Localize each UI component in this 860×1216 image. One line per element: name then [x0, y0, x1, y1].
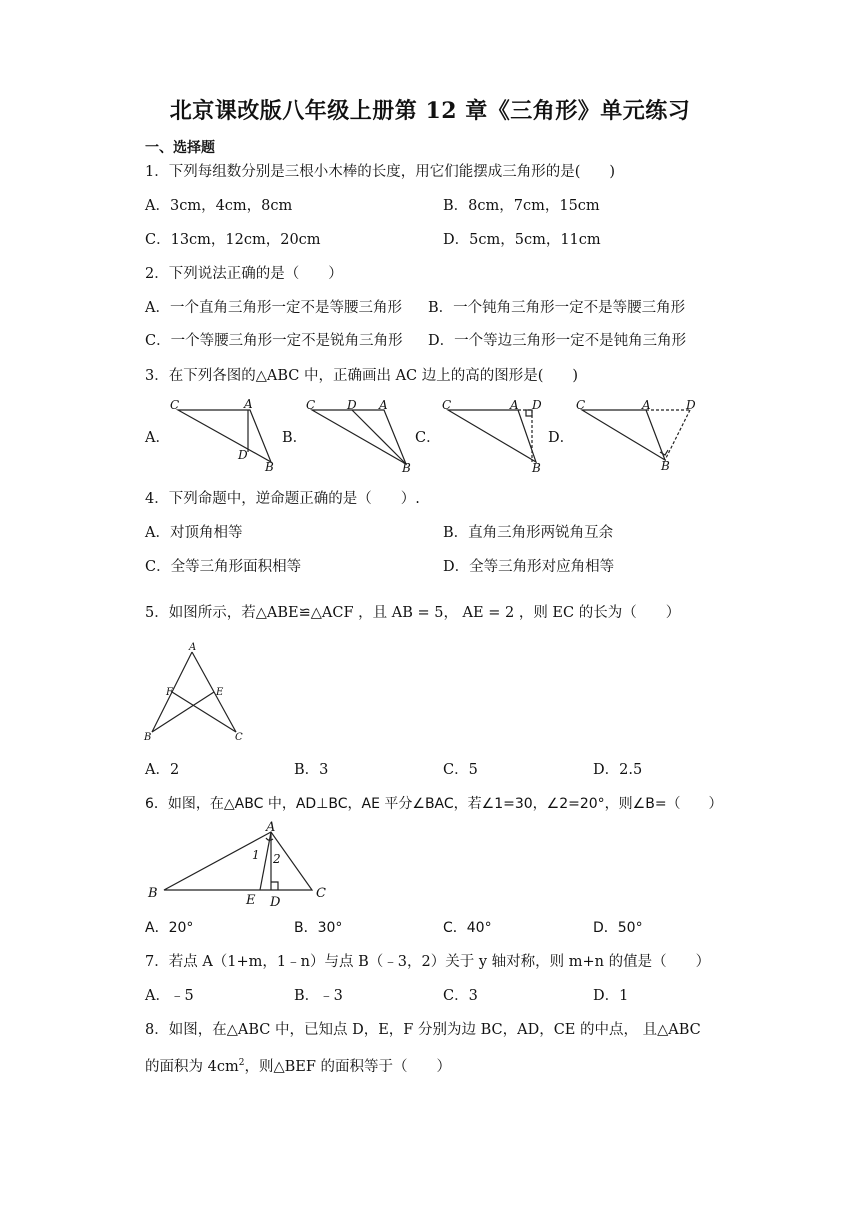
- q7-option-b[interactable]: B．﹣3: [294, 988, 343, 1004]
- page-title: 北京课改版八年级上册第 12 章《三角形》单元练习: [169, 98, 691, 124]
- q2-option-b[interactable]: B．一个钝角三角形一定不是等腰三角形: [428, 300, 686, 316]
- q6-label-angle-2: 2: [273, 852, 281, 866]
- q5-label-c: C: [235, 732, 243, 743]
- q7-option-c[interactable]: C．3: [443, 988, 478, 1004]
- q3a-label-a: A: [244, 397, 253, 411]
- q7-option-d[interactable]: D．1: [593, 988, 629, 1004]
- q3-stem: 3．在下列各图的△ABC 中，正确画出 AC 边上的高的图形是( ): [145, 368, 579, 384]
- q6-stem: 6．如图，在△ABC 中，AD⊥BC，AE 平分∠BAC，若∠1=30，∠2=20°，则∠B=（ ）: [145, 796, 723, 812]
- q6-option-c[interactable]: C．40°: [443, 920, 492, 936]
- q5-option-d[interactable]: D．2.5: [593, 762, 643, 778]
- q8-stem-line2-pre: 的面积为 4cm: [145, 1058, 239, 1075]
- q3-figure-c: [440, 396, 550, 476]
- q5-label-b: B: [144, 732, 152, 743]
- q3b-label-d: D: [347, 398, 357, 412]
- q3c-label-d: D: [532, 398, 542, 412]
- q3b-label-a: A: [379, 398, 388, 412]
- q6-label-c: C: [316, 886, 326, 901]
- q2-stem: 2．下列说法正确的是（ ）: [145, 266, 343, 282]
- q8-stem-line2-post: ，则△BEF 的面积等于（ ）: [244, 1058, 452, 1075]
- q4-option-a[interactable]: A．对顶角相等: [145, 525, 243, 541]
- q1-option-b[interactable]: B．8cm，7cm，15cm: [443, 198, 600, 214]
- q3-figure-a: [168, 396, 278, 476]
- q8-stem-line1: 8．如图，在△ABC 中，已知点 D，E，F 分别为边 BC，AD，CE 的中点， 且△ABC: [145, 1022, 701, 1038]
- q8-unit-superscript: 2: [238, 1058, 245, 1068]
- q3b-triangle: [312, 410, 406, 464]
- q3a-label-c: C: [170, 398, 180, 412]
- q3-option-c[interactable]: C．: [415, 430, 441, 446]
- q3d-height-line: [665, 410, 690, 460]
- q3-option-d[interactable]: D．: [548, 430, 575, 446]
- q6-triangle: [164, 832, 312, 890]
- q3-figure-d: [572, 396, 702, 476]
- q5-stem: 5．如图所示，若△ABE≌△ACF ，且 AB = 5， AE = 2 ，则 EC 的长为（ ）: [145, 605, 681, 621]
- q6-right-angle-mark: [271, 882, 278, 890]
- q3d-label-b: B: [661, 459, 670, 473]
- q3c-label-a: A: [510, 398, 519, 412]
- q2-option-c[interactable]: C．一个等腰三角形一定不是锐角三角形: [145, 333, 403, 349]
- q6-label-a: A: [266, 820, 276, 835]
- q2-option-a[interactable]: A．一个直角三角形一定不是等腰三角形: [145, 300, 402, 316]
- q3a-label-d: D: [238, 448, 248, 462]
- q3d-label-d: D: [686, 398, 696, 412]
- q3b-label-c: C: [306, 398, 316, 412]
- q1-option-d[interactable]: D．5cm，5cm，11cm: [443, 232, 601, 248]
- q6-label-e: E: [246, 893, 256, 908]
- q3-option-a[interactable]: A．: [145, 430, 170, 446]
- q4-option-c[interactable]: C．全等三角形面积相等: [145, 559, 302, 575]
- q5-label-e: E: [216, 687, 224, 698]
- q6-option-b[interactable]: B．30°: [294, 920, 343, 936]
- q5-option-b[interactable]: B．3: [294, 762, 329, 778]
- section-heading: 一、选择题: [145, 140, 215, 156]
- q1-option-a[interactable]: A．3cm，4cm，8cm: [145, 198, 293, 214]
- q4-option-d[interactable]: D．全等三角形对应角相等: [443, 559, 615, 575]
- q2-option-d[interactable]: D．一个等边三角形一定不是钝角三角形: [428, 333, 687, 349]
- q3a-triangle: [178, 410, 271, 462]
- q3c-label-b: B: [532, 461, 541, 475]
- q5-figure: [142, 640, 252, 750]
- q3a-label-b: B: [265, 460, 274, 474]
- q5-option-a[interactable]: A．2: [145, 762, 180, 778]
- q3d-label-a: A: [642, 398, 651, 412]
- q7-stem: 7．若点 A（1+m，1﹣n）与点 B（﹣3，2）关于 y 轴对称，则 m+n 的值是（ ）: [145, 954, 711, 970]
- q6-figure: [142, 822, 342, 908]
- q6-option-a[interactable]: A．20°: [145, 920, 194, 936]
- q5-label-a: A: [189, 642, 197, 653]
- q1-option-c[interactable]: C．13cm，12cm，20cm: [145, 232, 321, 248]
- q3-figure-b: [304, 396, 414, 476]
- q3c-triangle: [448, 410, 536, 462]
- q1-stem: 1．下列每组数分别是三根小木棒的长度，用它们能摆成三角形的是( ): [145, 164, 616, 180]
- q6-label-d: D: [270, 895, 281, 910]
- q8-stem-line2: [145, 1053, 451, 1077]
- q4-option-b[interactable]: B．直角三角形两锐角互余: [443, 525, 614, 541]
- q5-option-c[interactable]: C．5: [443, 762, 478, 778]
- q6-label-b: B: [148, 886, 158, 901]
- q3b-label-b: B: [402, 461, 411, 475]
- q6-option-d[interactable]: D．50°: [593, 920, 643, 936]
- q3d-triangle: [582, 410, 665, 460]
- q5-label-f: F: [166, 687, 173, 698]
- q4-stem: 4．下列命题中，逆命题正确的是（ ）.: [145, 491, 420, 507]
- q3-option-b[interactable]: B．: [282, 430, 308, 446]
- q3c-label-c: C: [442, 398, 452, 412]
- q3d-label-c: C: [576, 398, 586, 412]
- q7-option-a[interactable]: A．﹣5: [145, 988, 194, 1004]
- q6-label-angle-1: 1: [252, 848, 260, 862]
